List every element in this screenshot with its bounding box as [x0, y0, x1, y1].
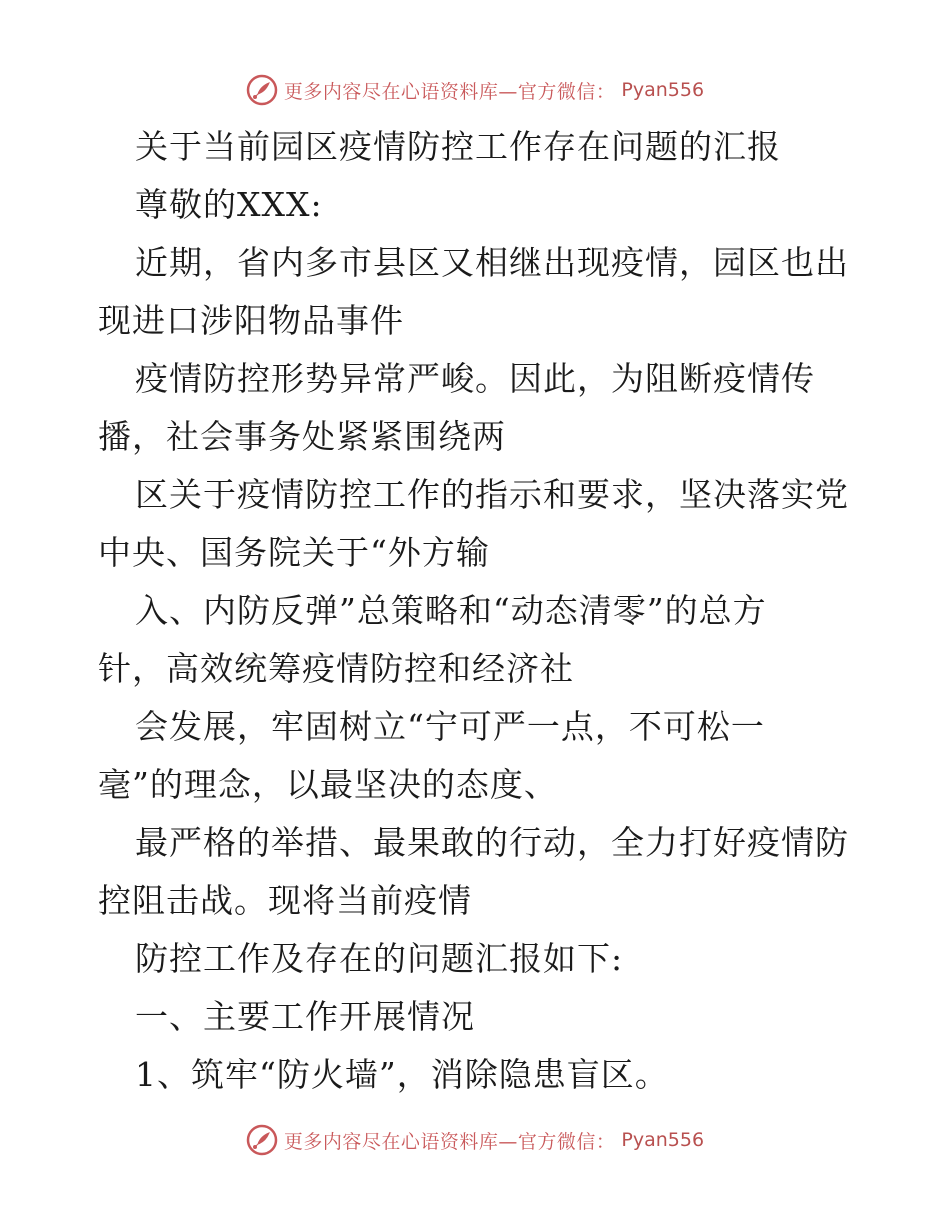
watermark-text: 更多内容尽在心语资料库—官方微信：: [283, 80, 616, 103]
watermark-text: 更多内容尽在心语资料库—官方微信：: [283, 1130, 616, 1153]
paragraph-line: 会发展，牢固树立“宁可严一点，不可松一: [135, 707, 765, 746]
paragraph-line: 中央、国务院关于“外方输: [98, 533, 490, 572]
paragraph-line: 入、内防反弹”总策略和“动态清零”的总方: [135, 591, 767, 630]
subsection-heading: 1、筑牢“防火墙”，消除隐患盲区。: [135, 1055, 669, 1094]
paragraph-line: 防控工作及存在的问题汇报如下:: [135, 939, 624, 978]
document-body: [98, 118, 858, 1104]
section-heading: 一、主要工作开展情况: [135, 997, 475, 1036]
feather-seal-icon: [246, 74, 278, 106]
header-watermark: [0, 70, 950, 110]
document-title: 关于当前园区疫情防控工作存在问题的汇报: [135, 127, 781, 166]
paragraph-line: 毫”的理念，以最坚决的态度、: [98, 765, 558, 804]
paragraph-line: 疫情防控形势异常严峻。因此，为阻断疫情传: [135, 359, 815, 398]
watermark-handle: Pyan556: [621, 79, 705, 101]
paragraph-line: 最严格的举措、最果敢的行动，全力打好疫情防: [135, 823, 849, 862]
paragraph-line: 针，高效统筹疫情防控和经济社: [98, 649, 574, 688]
paragraph-line: 控阻击战。现将当前疫情: [98, 881, 472, 920]
paragraph-line: 近期，省内多市县区又相继出现疫情，园区也出: [135, 243, 849, 282]
paragraph-line: 播，社会事务处紧紧围绕两: [98, 417, 506, 456]
paragraph-line: 现进口涉阳物品事件: [98, 301, 404, 340]
paragraph-line: 区关于疫情防控工作的指示和要求，坚决落实党: [135, 475, 849, 514]
watermark-handle: Pyan556: [621, 1129, 705, 1151]
footer-watermark: [0, 1120, 950, 1160]
salutation: 尊敬的XXX:: [135, 185, 323, 224]
feather-seal-icon: [246, 1124, 278, 1156]
